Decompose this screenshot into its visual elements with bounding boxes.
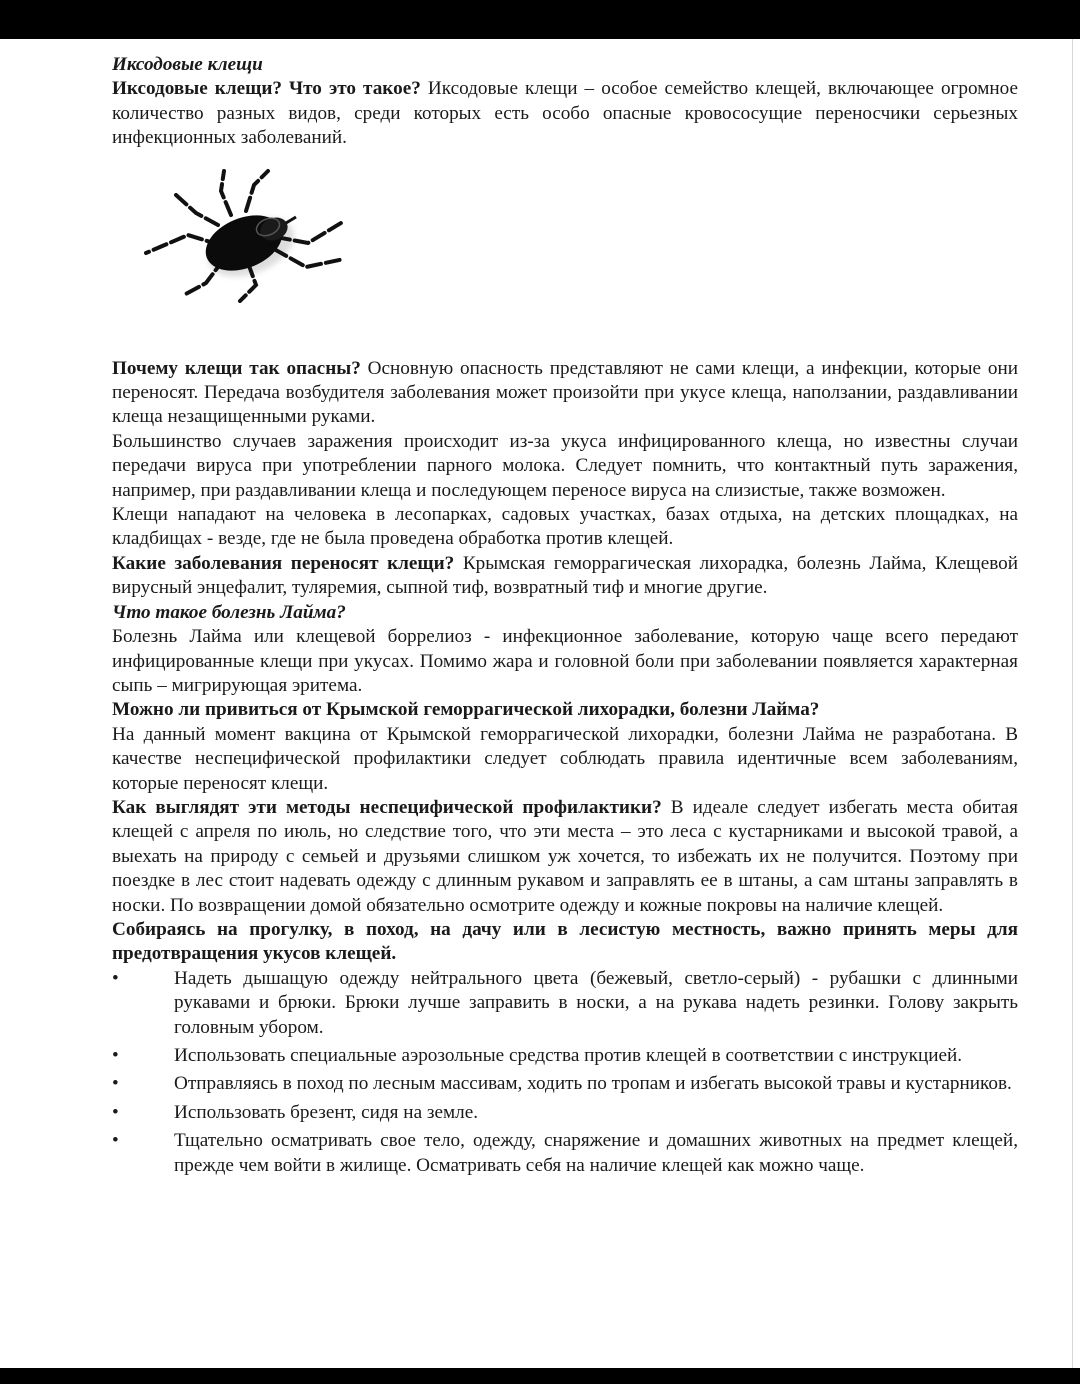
lyme-paragraph: Болезнь Лайма или клещевой боррелиоз - инфекционное заболевание, которую чаще всего передают инфицированные клещи при укусах. Помимо жара и головной боли при заболевании появляется характерная сыпь – мигрирующая эритема.: [112, 626, 1018, 696]
intro-question: Иксодовые клещи? Что это такое?: [112, 78, 421, 100]
list-item: [112, 1072, 1018, 1096]
list-item: [112, 967, 1018, 1040]
intro-paragraph: [112, 77, 1018, 150]
vaccine-paragraph: На данный момент вакцина от Крымской геморрагической лихорадки, болезни Лайма не разработана. В качестве неспецифической профилактики следует соблюдать правила идентичные всем заболеваниям, которые переносят клещи.: [112, 723, 1018, 794]
methods-text: В идеале следует избегать места обитая клещей с апреля по июль, но следствие того, что эти места – это леса с кустарниками и высокой травой, а выехать на природу с семьей и друзьями слишком уж хочется, то избежать их не получится. Поэтому при поездке в лес стоит надевать одежду с длинным рукавом и заправлять ее в штаны, а сам штаны заправлять в носки. По возвращении домой обязательно осмотрите одежду и кожные покровы на наличие клещей.: [112, 796, 1018, 916]
vaccine-question: Можно ли привиться от Крымской геморрагической лихорадки, болезни Лайма?: [112, 699, 820, 721]
bullet-icon: •: [112, 1101, 119, 1123]
diseases-question: Какие заболевания переносят клещи?: [112, 552, 455, 574]
lyme-question: Что такое болезнь Лайма?: [112, 601, 346, 623]
infection-paragraph: Большинство случаев заражения происходит из-за укуса инфицированного клеща, но известны случаи передачи вируса при употреблении парного молока. Следует помнить, что контактный путь заражения, например, при раздавливании клеща и последующем переносе вируса на слизистые, также возможен.: [112, 430, 1018, 501]
page-edge: [1072, 39, 1073, 1368]
tick-figure: [112, 151, 1018, 357]
list-item-text: Использовать брезент, сидя на земле.: [174, 1101, 479, 1123]
list-item-text: Отправляясь в поход по лесным массивам, ходить по тропам и избегать высокой травы и кустарников.: [174, 1073, 1012, 1095]
top-black-bar: [0, 0, 1080, 39]
attack-paragraph: Клещи нападают на человека в лесопарках, садовых участках, базах отдыха, на детских площадках, на кладбищах - везде, где не была проведена обработка против клещей.: [112, 504, 1018, 550]
bullet-icon: •: [112, 1073, 119, 1095]
intro-text: Иксодовые клещи – особое семейство клещей, включающее огромное количество разных видов, среди которых есть особо опасные кровососущие переносчики серьезных инфекционных заболеваний.: [112, 78, 1019, 149]
measures-heading: Собираясь на прогулку, в поход, на дачу или в лесистую местность, важно принять меры для предотвращения укусов клещей.: [112, 918, 1018, 965]
bullet-icon: •: [112, 967, 119, 989]
diseases-paragraph: [112, 552, 1018, 601]
danger-paragraph: [112, 357, 1018, 430]
bullet-icon: •: [112, 1045, 119, 1066]
list-item-text: Тщательно осматривать свое тело, одежду, снаряжение и домашних животных на предмет клещей, прежде чем войти в жилище. Осматривать себя на наличие клещей как можно чаще.: [174, 1130, 1018, 1176]
list-item-text: Использовать специальные аэрозольные средства против клещей в соответствии с инструкцией.: [174, 1045, 963, 1066]
document-page: [112, 53, 1018, 1178]
list-item: [112, 1129, 1018, 1178]
bullet-icon: •: [112, 1130, 119, 1152]
methods-paragraph: [112, 796, 1018, 918]
bottom-black-bar: [0, 1368, 1080, 1384]
methods-question: Как выглядят эти методы неспецифической профилактики?: [112, 796, 662, 818]
tick-icon: [136, 163, 366, 303]
document-title: Иксодовые клещи: [112, 54, 263, 75]
danger-question: Почему клещи так опасны?: [112, 357, 361, 379]
diseases-text: Крымская геморрагическая лихорадка, болезнь Лайма, Клещевой вирусный энцефалит, туляремия, сыпной тиф, возвратный тиф и многие другие.: [112, 552, 1018, 599]
list-item: [112, 1044, 1018, 1068]
list-item: [112, 1101, 1018, 1125]
danger-text: Основную опасность представляют не сами клещи, а инфекции, которые они переносят. Передача возбудителя заболевания может произойти при укусе клеща, наползании, раздавливании клеща незащищенными руками.: [112, 357, 1018, 428]
list-item-text: Надеть дышащую одежду нейтрального цвета (бежевый, светло-серый) - рубашки с длинными рукавами и брюки. Брюки лучше заправить в носки, а на рукава надеть резинки. Голову закрыть головным убором.: [174, 967, 1018, 1038]
